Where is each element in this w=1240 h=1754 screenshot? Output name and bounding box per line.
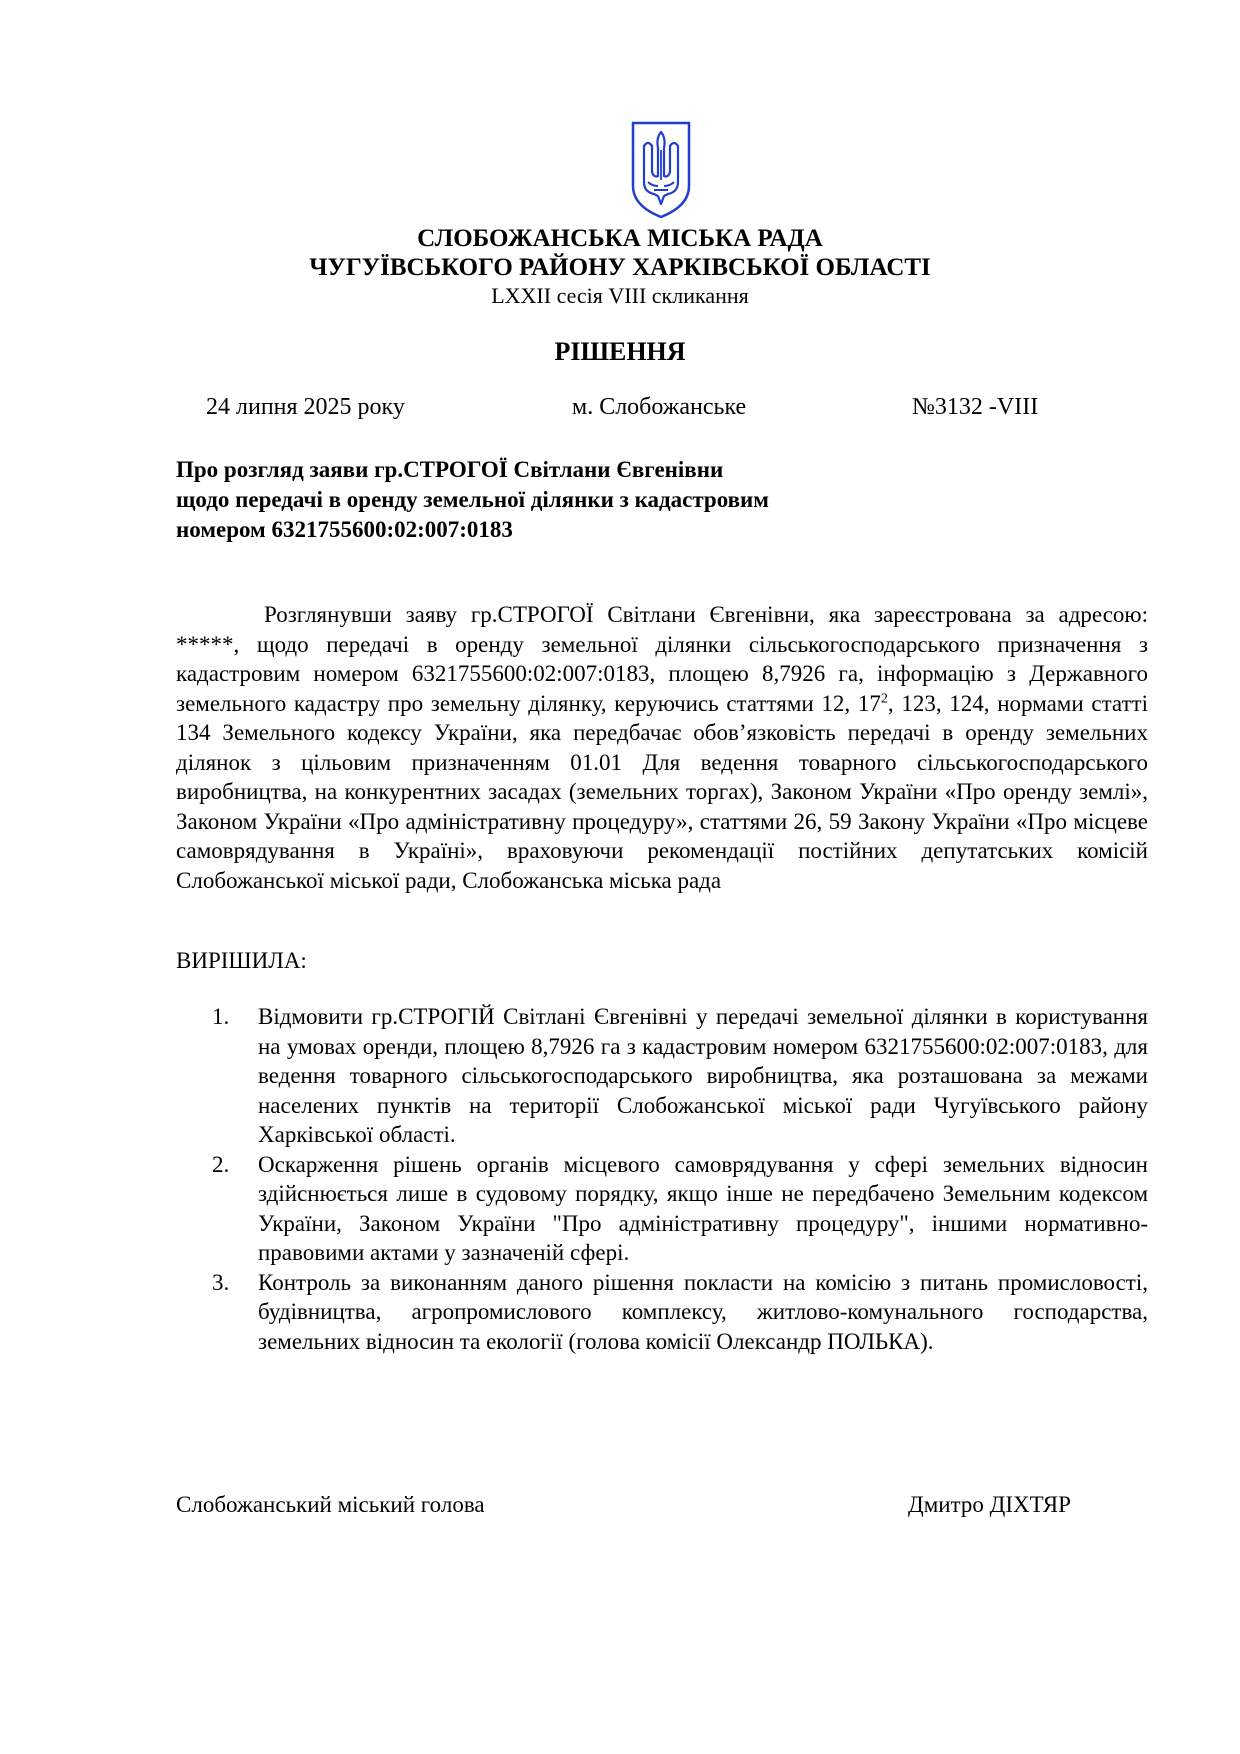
item-number: 1. bbox=[212, 1004, 230, 1029]
decision-place: м. Слобожанське bbox=[572, 394, 747, 420]
decision-number: №3132 -VIII bbox=[912, 394, 1039, 420]
preamble-text-continued: , 123, 124, нормами статті 134 Земельного кодексу України, яка передбачає обов’язковість передачі в оренду земельних ділянок з цільовим призначенням 01.01 Для ведення товарного сільськогосподарського виробництва, на конкурентних засадах (земельних торгах), Законом України «Про оренду землі», Законом України «Про адміністративну процедуру», статтями 26, 59 Закону України «Про місцеве самоврядування в Україні», враховуючи рекомендації постійних депутатських комісій Слобожанської міської ради, Слобожанська міська рада bbox=[176, 690, 1149, 893]
preamble-paragraph bbox=[176, 600, 1148, 895]
council-title: СЛОБОЖАНСЬКА МІСЬКА РАДА bbox=[417, 225, 823, 252]
subject-line: Про розгляд заяви гр.СТРОГОЇ Світлани Євгенівни bbox=[176, 457, 724, 482]
district-title: ЧУГУЇВСЬКОГО РАЙОНУ ХАРКІВСЬКОЇ ОБЛАСТІ bbox=[309, 254, 931, 281]
item-text: Контроль за виконанням даного рішення покласти на комісію з питань промисловості, будівництва, агропромислового комплексу, житлово-комунального господарства, земельних відносин та екології (голова комісії Олександр ПОЛЬКА). bbox=[258, 1269, 1148, 1354]
item-text: Оскарження рішень органів місцевого самоврядування у сфері земельних відносин здійснюється лише в судовому порядку, якщо інше не передбачено Земельним кодексом України, Законом України "Про адміністративну процедуру", іншими нормативно-правовими актами у зазначеній сфері. bbox=[258, 1151, 1148, 1265]
trident-coat-of-arms-icon bbox=[630, 120, 692, 220]
signatory-name: Дмитро ДІХТЯР bbox=[908, 1492, 1071, 1517]
resolved-heading: ВИРІШИЛА: bbox=[176, 948, 307, 973]
document-type: РІШЕННЯ bbox=[554, 337, 686, 366]
resolution-item bbox=[176, 1150, 1148, 1268]
item-number: 2. bbox=[212, 1151, 230, 1177]
resolution-items bbox=[176, 1002, 1148, 1356]
superscript: 2 bbox=[880, 690, 888, 706]
session-title: LXXII сесія VIII скликання bbox=[491, 283, 749, 308]
item-text: Відмовити гр.СТРОГІЙ Світлані Євгенівні у передачі земельної ділянки в користування на умовах оренди, площею 8,7926 га з кадастровим номером 6321755600:02:007:0183, для ведення товарного сільськогосподарського виробництва, яка розташована за межами населених пунктів на території Слобожанської міської ради Чугуївського району Харківської області. bbox=[258, 1004, 1148, 1147]
resolution-item bbox=[176, 1002, 1148, 1150]
item-number: 3. bbox=[212, 1269, 230, 1295]
subject-line: щодо передачі в оренду земельної ділянки з кадастровим bbox=[176, 487, 769, 512]
resolution-item bbox=[176, 1268, 1148, 1357]
preamble-text: Розглянувши заяву гр.СТРОГОЇ Світлани Євгенівни, яка зареєстрована за адресою: *****, щодо передачі в оренду земельної ділянки сільськогосподарського призначення з кадастровим номером 6321755600:02:007:0183, площею 8,7926 га, інформацію з Державного земельного кадастру про земельну ділянку, керуючись статтями 12, 17 bbox=[176, 602, 1148, 716]
subject-line: номером 6321755600:02:007:0183 bbox=[176, 517, 513, 542]
decision-subject bbox=[176, 455, 896, 545]
decision-date: 24 липня 2025 року bbox=[206, 394, 405, 420]
signatory-position: Слобожанський міський голова bbox=[176, 1492, 485, 1517]
